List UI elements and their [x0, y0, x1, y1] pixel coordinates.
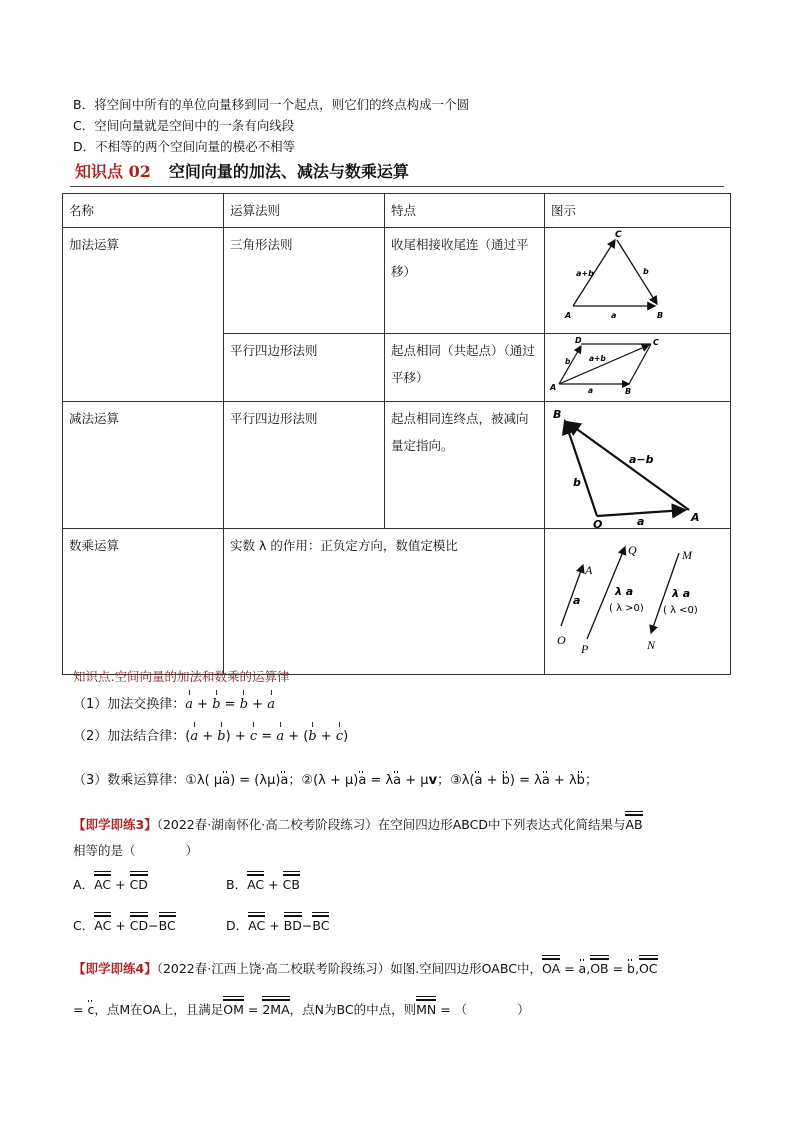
exercise-3-stem: [73, 817, 643, 833]
par-label-ab: a+b: [589, 354, 606, 363]
cell-subtraction: 减法运算: [63, 402, 224, 529]
option-label: A．: [73, 877, 95, 892]
header-rule: 运算法则: [224, 194, 385, 228]
table-row: [63, 529, 731, 675]
par-label-B: B: [625, 387, 632, 396]
parallelogram-figure: [545, 334, 731, 402]
vector: AC: [94, 877, 112, 892]
exercise-4-text-4: = （ ）: [436, 1002, 530, 1017]
sc-label-neg: ( λ <0): [663, 605, 698, 616]
sc-label-pos: ( λ >0): [609, 603, 644, 614]
cell-parallelogram-feature: 起点相同（共起点）（通过平移）: [385, 334, 545, 402]
vector: BC: [158, 918, 176, 933]
option-label: B．: [226, 877, 248, 892]
option-c: C．空间向量就是空间中的一条有向线段: [73, 118, 295, 133]
exercise-4-stem: 【即学即练4】（2022春·江西上饶·高二校联考阶段练习）如图.空间四边形OABC中，OA = a,OB = b,OC: [73, 961, 658, 976]
cell-scalar: 数乘运算: [63, 529, 224, 675]
sc-label-N: N: [647, 638, 656, 652]
sc-label-la2: λ a: [672, 587, 691, 600]
sub-label-O: O: [593, 518, 603, 528]
exercise-3-tail: 相等的是（ ）: [73, 843, 199, 858]
law-2-label: （2）加法结合律：: [73, 729, 186, 744]
exercise-3-option-b[interactable]: B．AC + CB: [226, 877, 300, 892]
sc-label-Q: Q: [628, 543, 637, 557]
subtraction-figure: [545, 402, 731, 529]
law-3-circle-1: ①: [185, 773, 197, 788]
vector: AC: [248, 918, 266, 933]
sub-label-amb: a−b: [629, 453, 654, 466]
exercise-4-tag: 【即学即练4】: [73, 961, 157, 976]
knowledge-point-title: [75, 159, 409, 182]
sub-label-A: A: [691, 511, 700, 524]
sub-label-a: a: [637, 515, 645, 528]
exercise-4-text-2: ，点M在OA上，且满足: [94, 1002, 224, 1017]
cell-subtraction-feature: 起点相同连终点，被减向量定指向。: [385, 402, 545, 529]
law-1-label: （1）加法交换律：: [73, 697, 186, 712]
law-3-circle-2: ②: [301, 773, 314, 788]
sc-label-la1: λ a: [615, 585, 634, 598]
vector: CD: [129, 877, 148, 892]
cell-addition: 加法运算: [63, 228, 224, 402]
cell-subtraction-rule: 平行四边形法则: [224, 402, 385, 529]
tri-label-A: A: [565, 311, 572, 320]
vector: BD: [283, 918, 302, 933]
exercise-4-stem-2: = c，点M在OA上，且满足OM = 2MA，点N为BC的中点，则MN = （ ）: [73, 1002, 530, 1017]
knowledge-point-number: 知识点 02: [75, 162, 151, 181]
vector: CB: [282, 877, 300, 892]
sc-label-A: A: [585, 563, 593, 577]
exercise-3-tag: 【即学即练3】: [73, 817, 157, 832]
sub-label-b: b: [573, 476, 581, 489]
exercise-3-option-a[interactable]: A．AC + CD: [73, 877, 148, 892]
law-commutative: （1）加法交换律：a + b = b + a: [73, 697, 275, 712]
header-feature: 特点: [385, 194, 545, 228]
cell-parallelogram-rule: 平行四边形法则: [224, 334, 385, 402]
tri-label-c: C: [615, 230, 622, 240]
sc-label-a: a: [573, 594, 581, 607]
title-rule: [70, 186, 724, 187]
tri-label-a: a: [611, 311, 617, 320]
option-d: D．不相等的两个空间向量的模必不相等: [73, 139, 296, 154]
law-associative: （2）加法结合律：(a + b) + c = a + (b + c): [73, 729, 349, 744]
table-row: [63, 402, 731, 529]
sc-label-M: M: [682, 548, 692, 562]
law-3-label: （3）数乘运算律：: [73, 773, 186, 788]
table-header-row: [63, 194, 731, 228]
sc-label-O: O: [557, 633, 566, 647]
option-b: B．将空间中所有的单位向量移到同一个起点，则它们的终点构成一个圆: [73, 97, 470, 112]
sub-label-B: B: [553, 408, 562, 421]
par-label-C: C: [653, 338, 659, 347]
operations-table: [62, 193, 731, 675]
exercise-3-option-d[interactable]: D．AC + BD−BC: [226, 918, 330, 933]
cell-scalar-rule: 实数 λ 的作用：正负定方向，数值定模比: [224, 529, 545, 675]
sc-label-P: P: [581, 642, 589, 656]
par-label-D: D: [575, 336, 582, 345]
law-3-circle-3: ③: [450, 773, 462, 788]
header-figure: 图示: [545, 194, 731, 228]
tri-label-ab: a+b: [576, 269, 594, 278]
triangle-figure: [545, 228, 731, 334]
vector: AC: [247, 877, 265, 892]
header-name: 名称: [63, 194, 224, 228]
tri-label-B: B: [657, 311, 664, 320]
vector: CD: [129, 918, 149, 933]
laws-title: 知识点.空间向量的加法和数乘的运算律: [73, 669, 290, 684]
exercise-4-text-3: ，点N为BC的中点，则: [289, 1002, 417, 1017]
cell-triangle-rule: 三角形法则: [224, 228, 385, 334]
par-label-b: b: [565, 357, 571, 366]
table-row: [63, 228, 731, 334]
option-label: C．: [73, 918, 95, 933]
par-label-A: A: [550, 383, 557, 392]
tri-label-b: b: [643, 267, 649, 276]
vector: AC: [94, 918, 112, 933]
exercise-3-source: （2022春·湖南怀化·高二校考阶段练习）在空间四边形ABCD中下列表达式化简结果与: [156, 817, 626, 832]
exercise-3-target: AB: [625, 817, 643, 832]
exercise-3-option-c[interactable]: C．AC + CD−BC: [73, 918, 176, 933]
option-label: D．: [226, 918, 249, 933]
cell-triangle-feature: 收尾相接收尾连（通过平移）: [385, 228, 545, 334]
par-label-a: a: [588, 386, 594, 395]
exercise-4-text-1: （2022春·江西上饶·高二校联考阶段练习）如图.空间四边形OABC中，: [156, 961, 542, 976]
knowledge-point-name: 空间向量的加法、减法与数乘运算: [168, 162, 409, 181]
vector: BC: [312, 918, 330, 933]
scalar-figure: [545, 529, 731, 675]
law-scalar: （3）数乘运算律：①λ( μa) = (λμ)a；②(λ + μ)a = λa + μv；③λ(a + b) = λa + λb；: [73, 773, 598, 788]
